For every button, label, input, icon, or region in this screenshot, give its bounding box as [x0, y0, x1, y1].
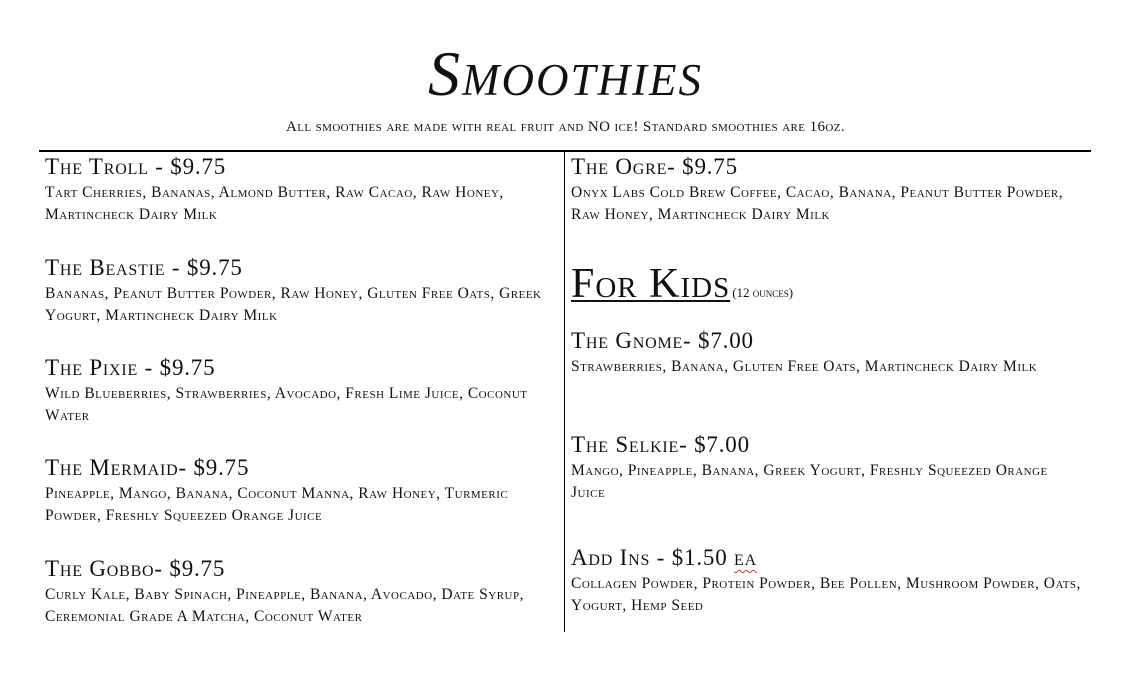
kids-section-heading	[571, 259, 793, 309]
item-description: Tart Cherries, Bananas, Almond Butter, Raw Cacao, Raw Honey, Martincheck Dairy Milk	[45, 184, 504, 223]
item-description: Collagen Powder, Protein Powder, Bee Pollen, Mushroom Powder, Oats, Yogurt, Hemp Seed	[571, 575, 1081, 614]
item-name: The Gobbo- $9.75	[45, 556, 226, 581]
page-subtitle: All smoothies are made with real fruit and NO ice! Standard smoothies are 16oz.	[286, 119, 845, 135]
item-description: Mango, Pineapple, Banana, Greek Yogurt, Freshly Squeezed Orange Juice	[571, 462, 1048, 501]
item-name: The Mermaid- $9.75	[45, 455, 250, 480]
item-name: The Gnome- $7.00	[571, 328, 754, 353]
item-name: The Troll - $9.75	[45, 154, 227, 179]
item-name: The Beastie - $9.75	[45, 255, 243, 280]
add-ins-price: Add Ins - $1.50	[571, 545, 735, 570]
item-name	[571, 543, 1086, 573]
menu-item-gnome	[571, 326, 1086, 378]
menu-item-mermaid	[45, 453, 550, 527]
item-description: Pineapple, Mango, Banana, Coconut Manna, Raw Honey, Turmeric Powder, Freshly Squeezed Orange Juice	[45, 485, 509, 524]
menu-item-pixie	[45, 353, 550, 427]
add-ins-section	[571, 543, 1086, 617]
add-ins-unit: ea	[734, 545, 757, 570]
item-description: Wild Blueberries, Strawberries, Avocado, Fresh Lime Juice, Coconut Water	[45, 385, 528, 424]
item-name: The Ogre- $9.75	[571, 154, 738, 179]
menu-item-ogre	[571, 152, 1086, 226]
item-name: The Selkie- $7.00	[571, 432, 750, 457]
menu-item-gobbo	[45, 554, 550, 628]
kids-size-note: (12 ounces)	[732, 285, 794, 300]
column-divider	[564, 152, 565, 632]
menu-item-beastie	[45, 253, 550, 327]
item-description: Onyx Labs Cold Brew Coffee, Cacao, Banana, Peanut Butter Powder, Raw Honey, Martincheck Dairy Milk	[571, 184, 1064, 223]
page-title: Smoothies	[428, 38, 703, 109]
menu-item-troll	[45, 152, 550, 226]
item-description: Curly Kale, Baby Spinach, Pineapple, Banana, Avocado, Date Syrup, Ceremonial Grade A Matcha, Coconut Water	[45, 586, 524, 625]
item-name: The Pixie - $9.75	[45, 355, 216, 380]
menu-item-selkie	[571, 430, 1086, 504]
item-description: Bananas, Peanut Butter Powder, Raw Honey, Gluten Free Oats, Greek Yogurt, Martincheck Dairy Milk	[45, 285, 542, 324]
kids-title: For Kids	[571, 261, 731, 307]
item-description: Strawberries, Banana, Gluten Free Oats, Martincheck Dairy Milk	[571, 358, 1038, 375]
